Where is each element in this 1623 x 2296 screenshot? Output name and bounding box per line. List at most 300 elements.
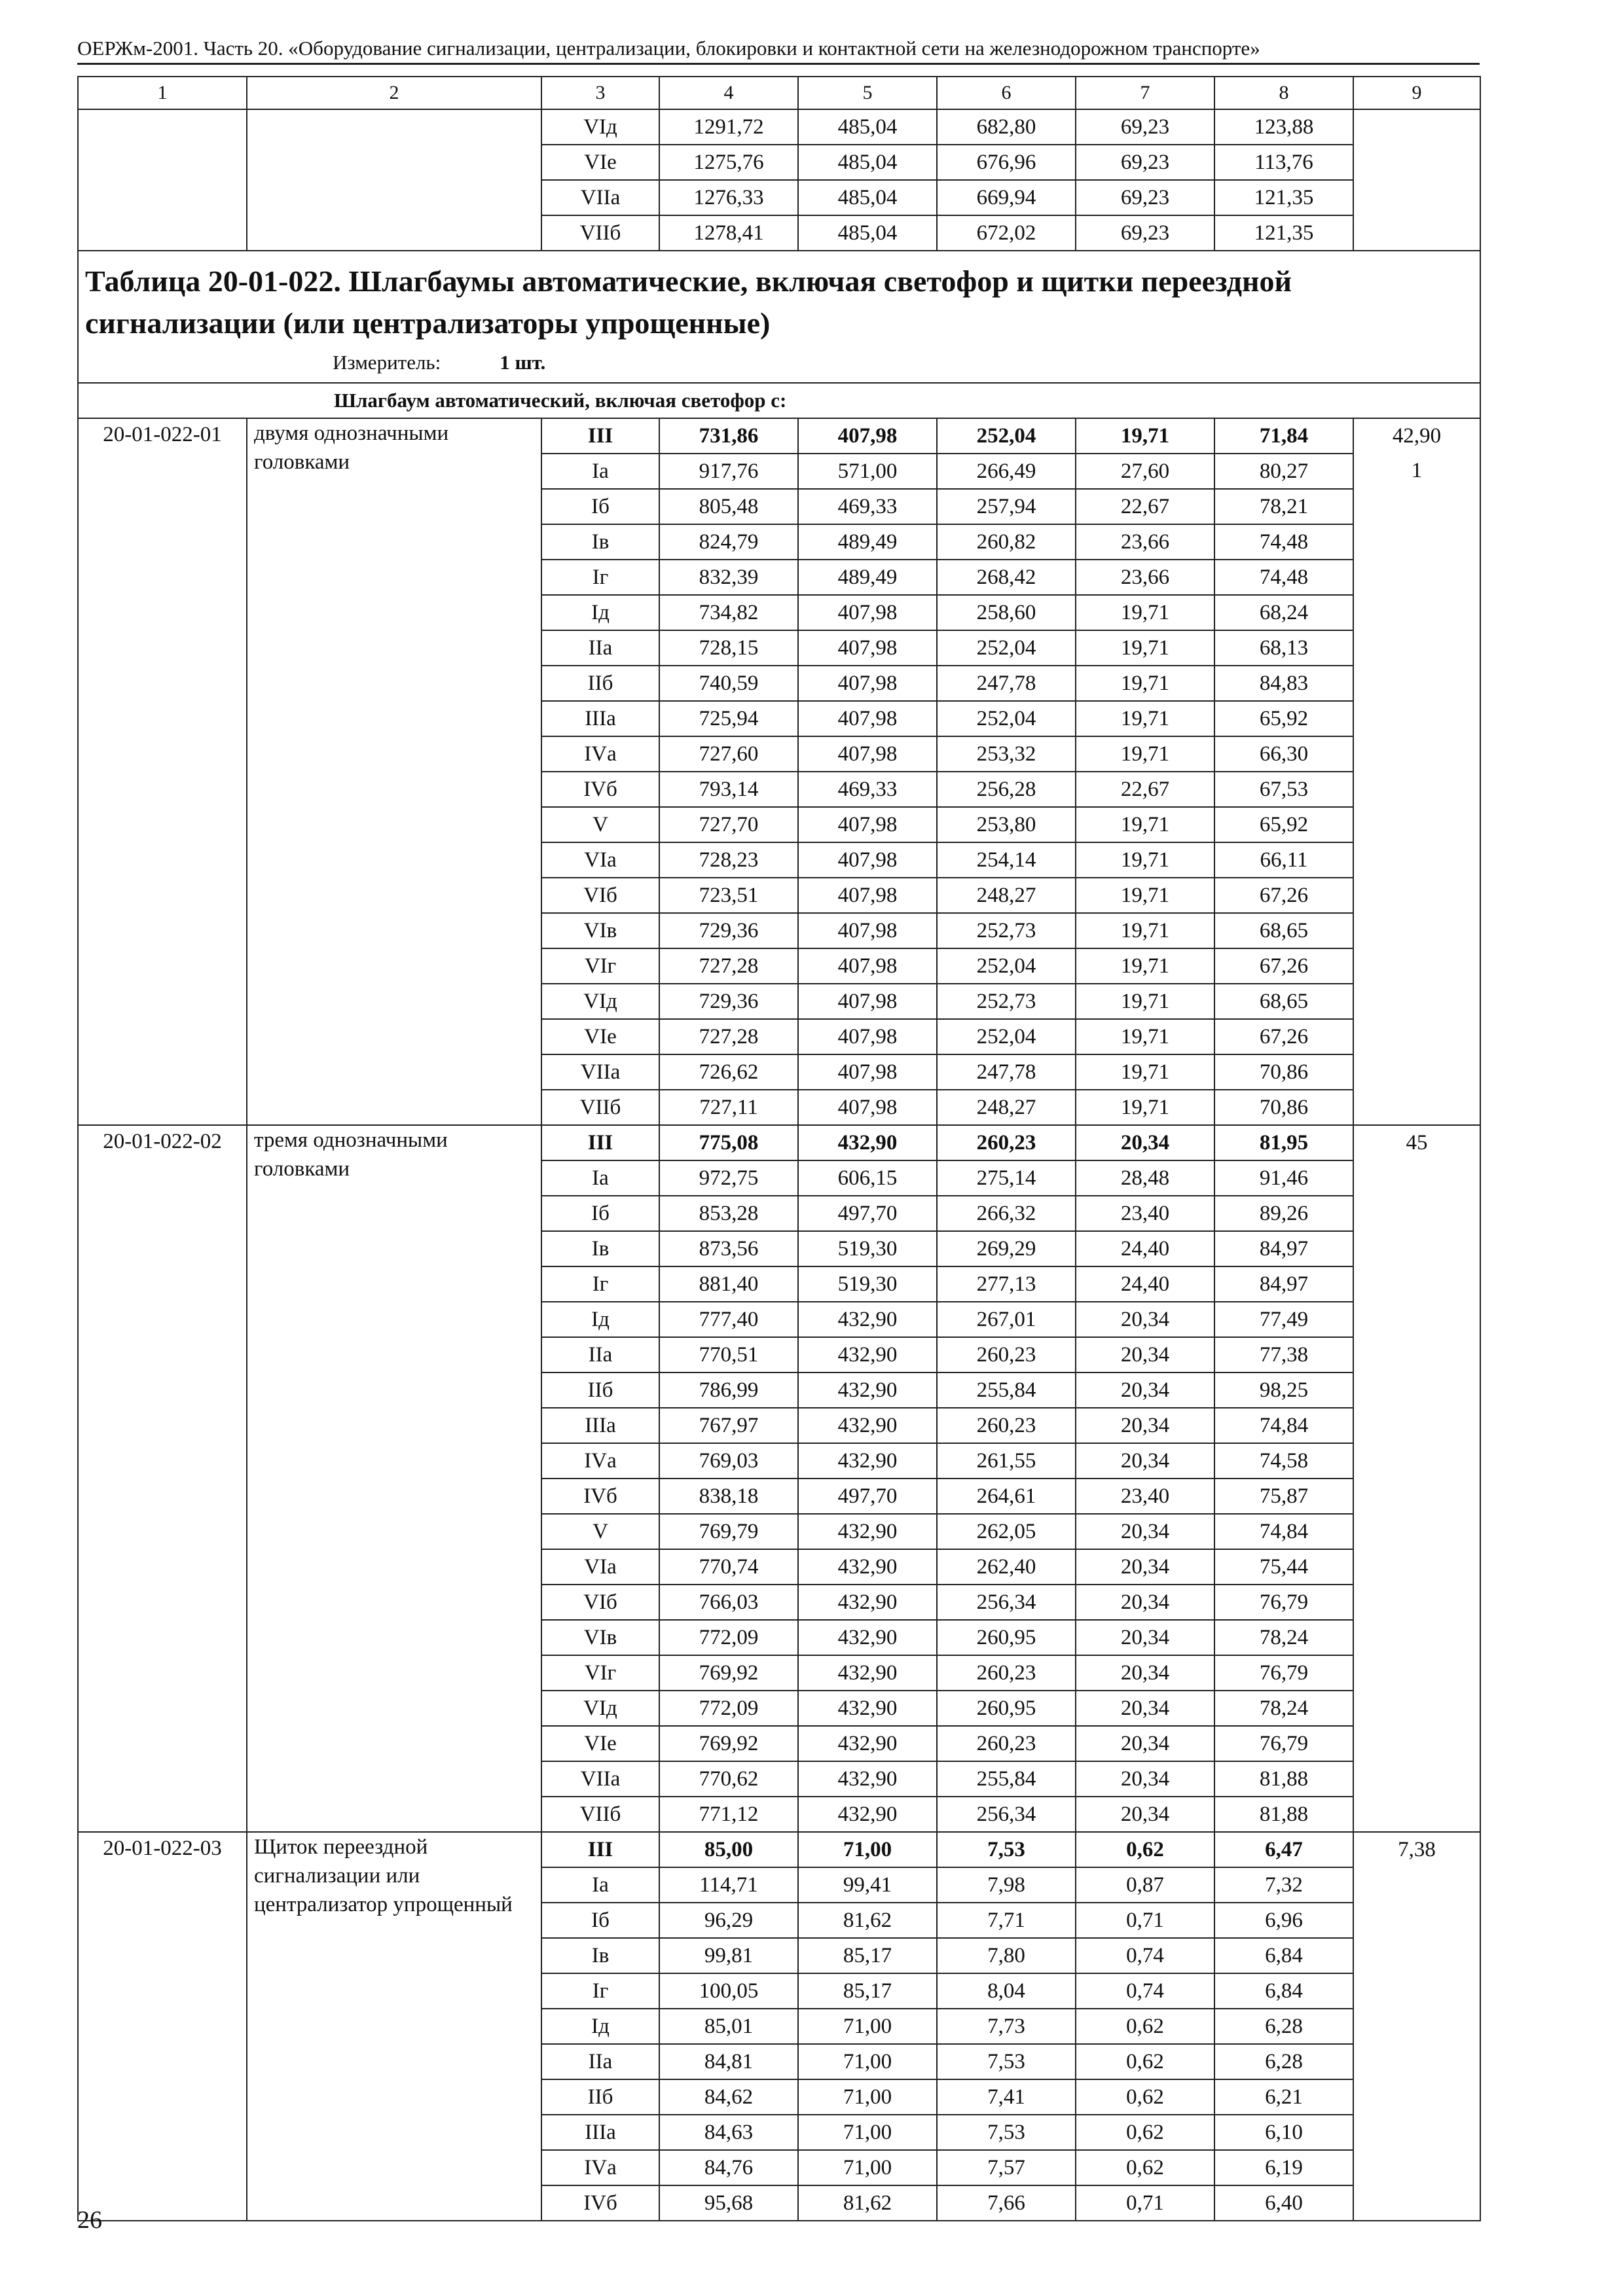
data-cell: 727,60 — [659, 736, 798, 772]
data-cell: 432,90 — [798, 1372, 937, 1408]
zone-cell: VIIа — [541, 1761, 659, 1797]
data-cell: 786,99 — [659, 1372, 798, 1408]
data-cell: 432,90 — [798, 1514, 937, 1549]
table-row — [78, 1125, 1480, 1160]
data-cell: 19,71 — [1076, 1054, 1214, 1090]
data-cell: 255,84 — [937, 1372, 1076, 1408]
data-cell: 266,32 — [937, 1196, 1076, 1231]
data-cell: 0,87 — [1076, 1867, 1214, 1903]
data-cell: 725,94 — [659, 701, 798, 736]
zone-cell: IIб — [541, 666, 659, 701]
data-cell: 84,97 — [1214, 1266, 1353, 1302]
item-code: 20-01-022-01 — [78, 418, 247, 1125]
data-cell: 19,71 — [1076, 1019, 1214, 1054]
data-cell: 729,36 — [659, 984, 798, 1019]
data-cell: 727,28 — [659, 948, 798, 984]
zone-cell: IVа — [541, 1443, 659, 1479]
zone-cell: VIIб — [541, 1090, 659, 1125]
data-cell: 70,86 — [1214, 1054, 1353, 1090]
data-cell: 519,30 — [798, 1266, 937, 1302]
data-cell: 407,98 — [798, 807, 937, 842]
data-cell: 256,28 — [937, 772, 1076, 807]
data-cell: 407,98 — [798, 984, 937, 1019]
data-cell: 7,73 — [937, 2009, 1076, 2044]
data-cell: 407,98 — [798, 736, 937, 772]
zone-cell: III — [541, 1832, 659, 1867]
data-cell: 728,23 — [659, 842, 798, 878]
data-cell: 771,12 — [659, 1797, 798, 1832]
data-cell: 7,32 — [1214, 1867, 1353, 1903]
data-cell: 19,71 — [1076, 630, 1214, 666]
data-cell: 252,04 — [937, 630, 1076, 666]
column-number: 6 — [937, 77, 1076, 109]
data-cell: 407,98 — [798, 878, 937, 913]
data-cell: 775,08 — [659, 1125, 798, 1160]
data-cell: 248,27 — [937, 1090, 1076, 1125]
data-cell: 805,48 — [659, 489, 798, 524]
data-cell: 75,87 — [1214, 1479, 1353, 1514]
data-cell: 0,62 — [1076, 2079, 1214, 2115]
data-cell: 20,34 — [1076, 1726, 1214, 1761]
data-cell: 407,98 — [798, 1090, 937, 1125]
data-cell: 0,62 — [1076, 1832, 1214, 1867]
data-cell: 6,28 — [1214, 2044, 1353, 2079]
data-cell: 731,86 — [659, 418, 798, 454]
data-cell: 84,83 — [1214, 666, 1353, 701]
data-cell: 19,71 — [1076, 666, 1214, 701]
data-cell: 262,05 — [937, 1514, 1076, 1549]
data-cell: 71,00 — [798, 2150, 937, 2185]
data-cell: 772,09 — [659, 1691, 798, 1726]
table-caption: Таблица 20-01-022. Шлагбаумы автоматические, включая светофор и щитки переездной сигнализации (или централизаторы упрощенные) — [85, 264, 1292, 340]
data-cell: 770,62 — [659, 1761, 798, 1797]
data-cell: 262,40 — [937, 1549, 1076, 1585]
data-cell: 606,15 — [798, 1160, 937, 1196]
data-cell: 20,34 — [1076, 1797, 1214, 1832]
data-cell: 113,76 — [1214, 145, 1353, 180]
data-cell: 20,34 — [1076, 1125, 1214, 1160]
data-cell: 27,60 — [1076, 454, 1214, 489]
group-title: Шлагбаум автоматический, включая светофор с: — [78, 383, 1480, 418]
data-cell: 68,65 — [1214, 913, 1353, 948]
data-cell: VIд — [541, 109, 659, 145]
data-cell: 20,34 — [1076, 1443, 1214, 1479]
data-cell: 6,47 — [1214, 1832, 1353, 1867]
data-cell: 407,98 — [798, 948, 937, 984]
data-cell: 69,23 — [1076, 215, 1214, 251]
zone-cell: VIб — [541, 1585, 659, 1620]
data-cell: 769,03 — [659, 1443, 798, 1479]
data-cell: 77,38 — [1214, 1337, 1353, 1372]
data-cell: 432,90 — [798, 1337, 937, 1372]
data-cell: 676,96 — [937, 145, 1076, 180]
data-cell: 6,10 — [1214, 2115, 1353, 2150]
zone-cell: VIе — [541, 1726, 659, 1761]
data-cell: 91,46 — [1214, 1160, 1353, 1196]
data-cell: 254,14 — [937, 842, 1076, 878]
zone-cell: Iд — [541, 2009, 659, 2044]
data-cell: 838,18 — [659, 1479, 798, 1514]
data-cell: 28,48 — [1076, 1160, 1214, 1196]
column-number: 8 — [1214, 77, 1353, 109]
running-header: ОЕРЖм-2001. Часть 20. «Оборудование сигнализации, централизации, блокировки и контактной сети на железнодорожном транспорте» — [77, 34, 1480, 65]
table-body — [78, 77, 1480, 2221]
data-cell: 23,40 — [1076, 1196, 1214, 1231]
data-cell: 261,55 — [937, 1443, 1076, 1479]
item-code: 20-01-022-02 — [78, 1125, 247, 1832]
data-cell: 407,98 — [798, 666, 937, 701]
data-cell: 275,14 — [937, 1160, 1076, 1196]
data-cell: 69,23 — [1076, 109, 1214, 145]
data-cell: 7,71 — [937, 1903, 1076, 1938]
data-cell: 23,40 — [1076, 1479, 1214, 1514]
data-cell: 269,29 — [937, 1231, 1076, 1266]
zone-cell: Iв — [541, 1938, 659, 1973]
data-cell: 66,11 — [1214, 842, 1353, 878]
data-cell: 485,04 — [798, 109, 937, 145]
data-cell: 268,42 — [937, 560, 1076, 595]
data-cell: 407,98 — [798, 1054, 937, 1090]
data-cell: 71,84 — [1214, 418, 1353, 454]
zone-cell: IVа — [541, 2150, 659, 2185]
data-cell: 407,98 — [798, 630, 937, 666]
data-cell: 727,11 — [659, 1090, 798, 1125]
data-cell: 248,27 — [937, 878, 1076, 913]
data-cell: 23,66 — [1076, 560, 1214, 595]
data-cell: 20,34 — [1076, 1337, 1214, 1372]
data-cell: 20,34 — [1076, 1691, 1214, 1726]
data-cell: 76,79 — [1214, 1726, 1353, 1761]
data-cell: 78,24 — [1214, 1691, 1353, 1726]
data-cell: 253,80 — [937, 807, 1076, 842]
data-cell: 7,80 — [937, 1938, 1076, 1973]
data-cell: 20,34 — [1076, 1761, 1214, 1797]
data-cell: 469,33 — [798, 489, 937, 524]
data-cell: 432,90 — [798, 1655, 937, 1691]
data-cell: 766,03 — [659, 1585, 798, 1620]
data-cell: 99,41 — [798, 1867, 937, 1903]
data-cell: 77,49 — [1214, 1302, 1353, 1337]
item-description: двумя однозначными головками — [247, 418, 541, 1125]
price-table — [77, 76, 1481, 2221]
unit-value: 1 шт. — [500, 351, 546, 374]
data-cell: 793,14 — [659, 772, 798, 807]
data-cell: 121,35 — [1214, 215, 1353, 251]
data-cell: 853,28 — [659, 1196, 798, 1231]
data-cell: 252,73 — [937, 984, 1076, 1019]
data-cell: 772,09 — [659, 1620, 798, 1655]
data-cell: 84,97 — [1214, 1231, 1353, 1266]
table-row — [78, 109, 1480, 145]
item-col9: 45 — [1353, 1125, 1480, 1832]
column-number: 4 — [659, 77, 798, 109]
data-cell: 264,61 — [937, 1479, 1076, 1514]
zone-cell: IIб — [541, 2079, 659, 2115]
zone-cell: VIIа — [541, 1054, 659, 1090]
zone-cell: V — [541, 1514, 659, 1549]
data-cell: 20,34 — [1076, 1585, 1214, 1620]
data-cell: 67,26 — [1214, 878, 1353, 913]
data-cell: 89,26 — [1214, 1196, 1353, 1231]
continuation-desc-cell — [247, 109, 541, 251]
data-cell: 0,62 — [1076, 2009, 1214, 2044]
data-cell: 247,78 — [937, 1054, 1076, 1090]
data-cell: 407,98 — [798, 913, 937, 948]
zone-cell: VIд — [541, 1691, 659, 1726]
data-cell: VIIа — [541, 180, 659, 215]
data-cell: 260,23 — [937, 1337, 1076, 1372]
data-cell: 256,34 — [937, 1797, 1076, 1832]
table-caption-cell — [78, 251, 1480, 383]
data-cell: 100,05 — [659, 1973, 798, 2009]
data-cell: 1275,76 — [659, 145, 798, 180]
data-cell: 68,13 — [1214, 630, 1353, 666]
data-cell: 23,66 — [1076, 524, 1214, 560]
data-cell: 770,74 — [659, 1549, 798, 1585]
table-row — [78, 1832, 1480, 1867]
zone-cell: VIг — [541, 948, 659, 984]
data-cell: 497,70 — [798, 1479, 937, 1514]
data-cell: 407,98 — [798, 1019, 937, 1054]
column-number: 5 — [798, 77, 937, 109]
continuation-code-cell — [78, 109, 247, 251]
item-description: Щиток переездной сигнализации или централизатор упрощенный — [247, 1832, 541, 2221]
data-cell: 497,70 — [798, 1196, 937, 1231]
data-cell: 81,88 — [1214, 1797, 1353, 1832]
data-cell: 7,53 — [937, 2044, 1076, 2079]
data-cell: VIе — [541, 145, 659, 180]
data-cell: 71,00 — [798, 2079, 937, 2115]
zone-cell: IIб — [541, 1372, 659, 1408]
zone-cell: VIд — [541, 984, 659, 1019]
data-cell: 20,34 — [1076, 1372, 1214, 1408]
data-cell: 723,51 — [659, 878, 798, 913]
data-cell: 19,71 — [1076, 418, 1214, 454]
data-cell: 6,40 — [1214, 2185, 1353, 2221]
data-cell: 19,71 — [1076, 878, 1214, 913]
continuation-col9-cell — [1353, 109, 1480, 251]
data-cell: 485,04 — [798, 215, 937, 251]
data-cell: 76,79 — [1214, 1585, 1353, 1620]
data-cell: 485,04 — [798, 145, 937, 180]
data-cell: 24,40 — [1076, 1266, 1214, 1302]
data-cell: 0,71 — [1076, 1903, 1214, 1938]
data-cell: 432,90 — [798, 1797, 937, 1832]
zone-cell: Iв — [541, 524, 659, 560]
group-title-row — [78, 383, 1480, 418]
column-number: 3 — [541, 77, 659, 109]
data-cell: 74,58 — [1214, 1443, 1353, 1479]
data-cell: 832,39 — [659, 560, 798, 595]
zone-cell: IIIа — [541, 2115, 659, 2150]
data-cell: 682,80 — [937, 109, 1076, 145]
data-cell: 68,65 — [1214, 984, 1353, 1019]
data-cell: 20,34 — [1076, 1549, 1214, 1585]
data-cell: 260,23 — [937, 1125, 1076, 1160]
data-cell: 489,49 — [798, 524, 937, 560]
zone-cell: IIа — [541, 2044, 659, 2079]
zone-cell: Iа — [541, 1867, 659, 1903]
data-cell: 0,74 — [1076, 1973, 1214, 2009]
zone-cell: VIб — [541, 878, 659, 913]
data-cell: 84,63 — [659, 2115, 798, 2150]
data-cell: 98,25 — [1214, 1372, 1353, 1408]
data-cell: 69,23 — [1076, 180, 1214, 215]
data-cell: 22,67 — [1076, 489, 1214, 524]
data-cell: 99,81 — [659, 1938, 798, 1973]
data-cell: 66,30 — [1214, 736, 1353, 772]
data-cell: 727,70 — [659, 807, 798, 842]
data-cell: 85,01 — [659, 2009, 798, 2044]
data-cell: 1278,41 — [659, 215, 798, 251]
data-cell: 669,94 — [937, 180, 1076, 215]
zone-cell: Iв — [541, 1231, 659, 1266]
data-cell: 76,79 — [1214, 1655, 1353, 1691]
data-cell: 74,84 — [1214, 1408, 1353, 1443]
data-cell: 6,28 — [1214, 2009, 1353, 2044]
zone-cell: VIа — [541, 842, 659, 878]
data-cell: 6,19 — [1214, 2150, 1353, 2185]
data-cell: 74,48 — [1214, 560, 1353, 595]
zone-cell: IIIа — [541, 701, 659, 736]
data-cell: 740,59 — [659, 666, 798, 701]
data-cell: 84,81 — [659, 2044, 798, 2079]
data-cell: 81,95 — [1214, 1125, 1353, 1160]
data-cell: 0,62 — [1076, 2044, 1214, 2079]
zone-cell: VIIб — [541, 1797, 659, 1832]
zone-cell: IVб — [541, 772, 659, 807]
zone-cell: III — [541, 418, 659, 454]
table-row — [78, 418, 1480, 454]
zone-cell: VIа — [541, 1549, 659, 1585]
data-cell: 6,96 — [1214, 1903, 1353, 1938]
data-cell: 85,00 — [659, 1832, 798, 1867]
item-col9: 42,90 1 — [1353, 418, 1480, 1125]
zone-cell: Iб — [541, 1903, 659, 1938]
zone-cell: Iд — [541, 1302, 659, 1337]
data-cell: 247,78 — [937, 666, 1076, 701]
data-cell: 873,56 — [659, 1231, 798, 1266]
item-col9: 7,38 — [1353, 1832, 1480, 2221]
zone-cell: IIа — [541, 630, 659, 666]
data-cell: 266,49 — [937, 454, 1076, 489]
data-cell: 75,44 — [1214, 1549, 1353, 1585]
data-cell: 260,23 — [937, 1726, 1076, 1761]
data-cell: 260,23 — [937, 1408, 1076, 1443]
data-cell: 253,32 — [937, 736, 1076, 772]
column-number: 2 — [247, 77, 541, 109]
zone-cell: VIв — [541, 913, 659, 948]
data-cell: 121,35 — [1214, 180, 1353, 215]
data-cell: 729,36 — [659, 913, 798, 948]
data-cell: 95,68 — [659, 2185, 798, 2221]
data-cell: 67,53 — [1214, 772, 1353, 807]
data-cell: 1276,33 — [659, 180, 798, 215]
data-cell: 432,90 — [798, 1726, 937, 1761]
data-cell: 78,21 — [1214, 489, 1353, 524]
data-cell: 96,29 — [659, 1903, 798, 1938]
data-cell: 71,00 — [798, 2115, 937, 2150]
zone-cell: IVб — [541, 2185, 659, 2221]
data-cell: 277,13 — [937, 1266, 1076, 1302]
data-cell: 432,90 — [798, 1125, 937, 1160]
data-cell: 71,00 — [798, 2044, 937, 2079]
column-number: 1 — [78, 77, 247, 109]
data-cell: 71,00 — [798, 2009, 937, 2044]
data-cell: 81,62 — [798, 2185, 937, 2221]
data-cell: 20,34 — [1076, 1514, 1214, 1549]
data-cell: 8,04 — [937, 1973, 1076, 2009]
data-cell: 432,90 — [798, 1302, 937, 1337]
data-cell: 81,88 — [1214, 1761, 1353, 1797]
data-cell: 20,34 — [1076, 1655, 1214, 1691]
data-cell: 252,04 — [937, 701, 1076, 736]
data-cell: 19,71 — [1076, 1090, 1214, 1125]
data-cell: 123,88 — [1214, 109, 1353, 145]
data-cell: 19,71 — [1076, 984, 1214, 1019]
item-description: тремя однозначными головками — [247, 1125, 541, 1832]
data-cell: 727,28 — [659, 1019, 798, 1054]
data-cell: 114,71 — [659, 1867, 798, 1903]
zone-cell: III — [541, 1125, 659, 1160]
data-cell: 85,17 — [798, 1973, 937, 2009]
data-cell: 726,62 — [659, 1054, 798, 1090]
column-number: 7 — [1076, 77, 1214, 109]
data-cell: 777,40 — [659, 1302, 798, 1337]
data-cell: 7,57 — [937, 2150, 1076, 2185]
column-number-row — [78, 77, 1480, 109]
data-cell: 84,62 — [659, 2079, 798, 2115]
zone-cell: Iг — [541, 1266, 659, 1302]
data-cell: 257,94 — [937, 489, 1076, 524]
data-cell: 407,98 — [798, 701, 937, 736]
data-cell: 432,90 — [798, 1408, 937, 1443]
data-cell: 252,04 — [937, 1019, 1076, 1054]
data-cell: 19,71 — [1076, 842, 1214, 878]
data-cell: 255,84 — [937, 1761, 1076, 1797]
data-cell: VIIб — [541, 215, 659, 251]
data-cell: 469,33 — [798, 772, 937, 807]
zone-cell: Iа — [541, 454, 659, 489]
data-cell: 432,90 — [798, 1585, 937, 1620]
data-cell: 432,90 — [798, 1620, 937, 1655]
data-cell: 260,82 — [937, 524, 1076, 560]
zone-cell: VIг — [541, 1655, 659, 1691]
unit-line — [85, 348, 1473, 377]
data-cell: 19,71 — [1076, 807, 1214, 842]
zone-cell: Iг — [541, 560, 659, 595]
data-cell: 19,71 — [1076, 736, 1214, 772]
zone-cell: Iг — [541, 1973, 659, 2009]
data-cell: 7,41 — [937, 2079, 1076, 2115]
data-cell: 20,34 — [1076, 1620, 1214, 1655]
data-cell: 571,00 — [798, 454, 937, 489]
data-cell: 519,30 — [798, 1231, 937, 1266]
data-cell: 0,62 — [1076, 2150, 1214, 2185]
zone-cell: Iд — [541, 595, 659, 630]
data-cell: 489,49 — [798, 560, 937, 595]
caption-row — [78, 251, 1480, 383]
data-cell: 485,04 — [798, 180, 937, 215]
data-cell: 769,92 — [659, 1655, 798, 1691]
data-cell: 20,34 — [1076, 1408, 1214, 1443]
data-cell: 672,02 — [937, 215, 1076, 251]
zone-cell: IIа — [541, 1337, 659, 1372]
zone-cell: Iб — [541, 1196, 659, 1231]
data-cell: 972,75 — [659, 1160, 798, 1196]
data-cell: 728,15 — [659, 630, 798, 666]
data-cell: 260,95 — [937, 1691, 1076, 1726]
